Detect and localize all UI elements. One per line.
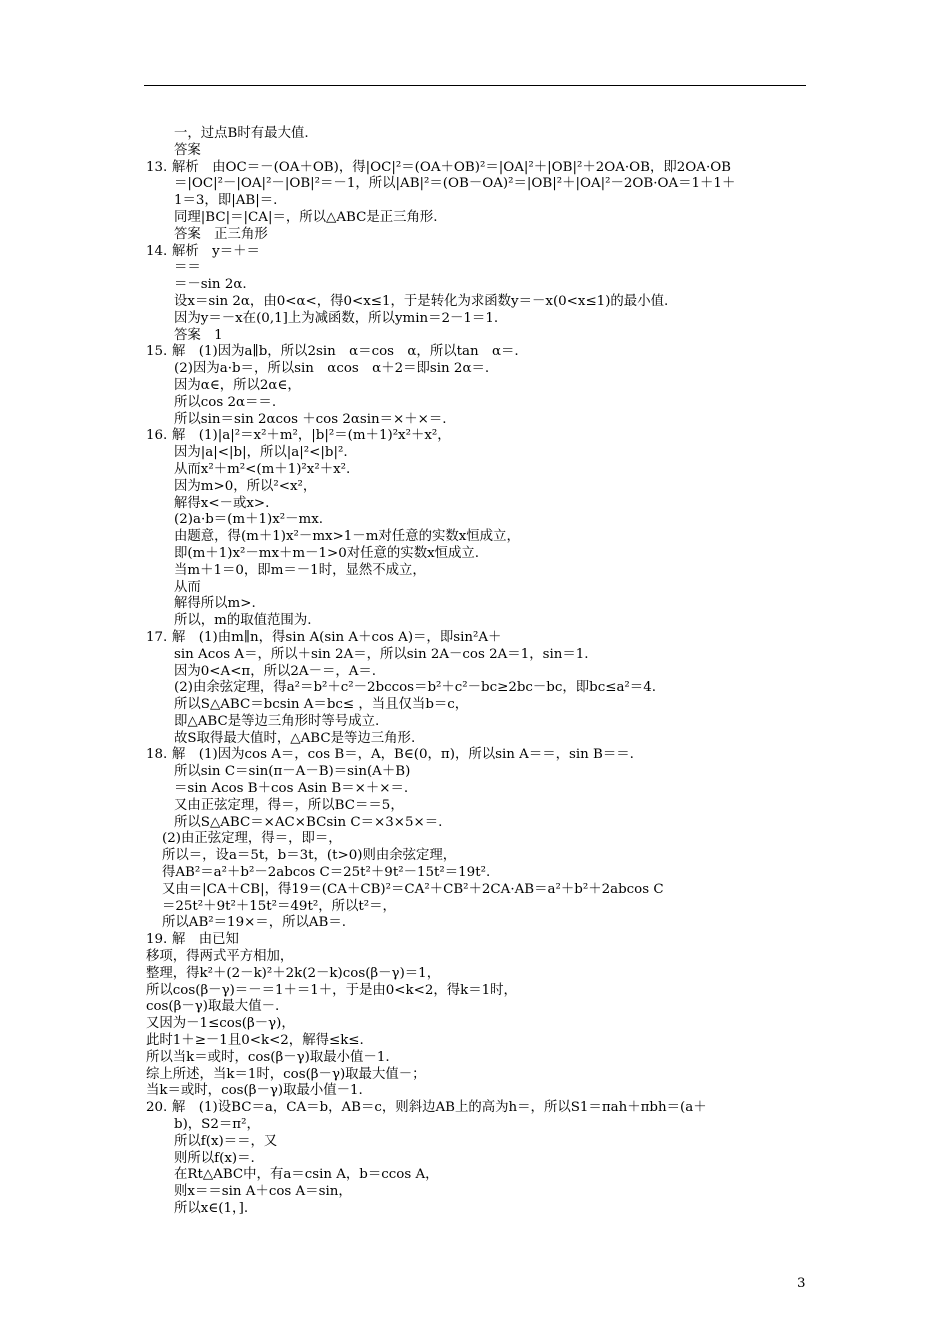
problem-number: 20.	[146, 1100, 168, 1116]
text-line	[146, 764, 826, 781]
line-text: ＝－sin 2α.	[174, 277, 247, 293]
line-text: 1＝3，即|AB|＝.	[174, 193, 278, 209]
text-line	[146, 1167, 826, 1184]
text-line	[146, 260, 826, 277]
line-text: 解 (1)设BC＝a，CA＝b，AB＝c，则斜边AB上的高为h＝，所以S1＝πah＋πbh＝(a＋	[172, 1100, 707, 1116]
text-line	[146, 1050, 826, 1067]
text-line	[146, 949, 826, 966]
line-text: (2)因为a·b＝，所以sin αcos α＋2＝即sin 2α＝.	[174, 361, 490, 377]
line-text: cos(β－γ)取最大值－.	[146, 999, 280, 1015]
text-line	[146, 882, 826, 899]
text-line	[146, 412, 826, 429]
line-text: 因为0<A<π，所以2A－＝，A＝.	[174, 663, 377, 679]
text-line	[146, 1016, 826, 1033]
line-text: 又因为－1≤cos(β－γ)，	[146, 1016, 295, 1032]
line-text: ＝sin Acos B＋cos Asin B＝×＋×＝.	[174, 781, 409, 797]
line-text: 即(m＋1)x²－mx＋m－1>0对任意的实数x恒成立.	[174, 545, 480, 561]
line-text: (2)由正弦定理，得＝，即＝，	[162, 831, 342, 847]
text-line	[146, 613, 826, 630]
line-text: 解 (1)由m∥n，得sin A(sin A＋cos A)＝，即sin²A＋	[172, 629, 502, 645]
line-text: 又由正弦定理，得＝，所以BC＝＝5，	[174, 797, 404, 813]
text-line	[146, 865, 826, 882]
text-line	[146, 697, 826, 714]
text-line	[146, 848, 826, 865]
line-text: 解得所以m>.	[174, 596, 256, 612]
text-line	[146, 328, 826, 345]
line-text: 解 (1)因为a∥b，所以2sin α＝cos α，所以tan α＝.	[172, 344, 519, 360]
text-line	[146, 294, 826, 311]
line-text: 因为|a|<|b|，所以|a|²<|b|².	[174, 445, 348, 461]
line-text: 解得x<－或x>.	[174, 495, 270, 511]
problem-number: 16.	[146, 428, 168, 444]
text-line	[146, 227, 826, 244]
text-line	[146, 126, 826, 143]
text-line	[146, 1083, 826, 1100]
line-text: ＝＝	[174, 260, 201, 276]
text-line	[146, 983, 826, 1000]
problem-number: 13.	[146, 159, 168, 175]
line-text: b)，S2＝π²，	[174, 1117, 260, 1133]
text-line	[146, 747, 826, 764]
text-line	[146, 395, 826, 412]
text-line	[146, 815, 826, 832]
text-line	[146, 580, 826, 597]
page-number: 3	[797, 1276, 806, 1291]
line-text: 从而x²＋m²<(m＋1)²x²＋x².	[174, 461, 351, 477]
text-line	[146, 563, 826, 580]
line-text: 所以AB²＝19×＝，所以AB＝.	[162, 915, 347, 931]
text-line	[146, 1201, 826, 1218]
text-line	[146, 361, 826, 378]
text-line	[146, 1134, 826, 1151]
line-text: 所以sin＝sin 2αcos ＋cos 2αsin＝×＋×＝.	[174, 411, 447, 427]
text-line	[146, 714, 826, 731]
text-line	[146, 647, 826, 664]
text-line	[146, 932, 826, 949]
line-text: 答案 1	[174, 327, 223, 343]
line-text: 得AB²＝a²＋b²－2abcos C＝25t²＋9t²－15t²＝19t².	[162, 865, 491, 881]
line-text: 解析 y＝＋＝	[172, 243, 260, 259]
text-line	[146, 966, 826, 983]
text-line	[146, 1033, 826, 1050]
text-line	[146, 999, 826, 1016]
text-line	[146, 1067, 826, 1084]
line-text: 所以＝，设a＝5t，b＝3t，(t>0)则由余弦定理，	[162, 848, 457, 864]
line-text: 即△ABC是等边三角形时等号成立.	[174, 713, 380, 729]
line-text: 所以S△ABC＝×AC×BCsin C＝×3×5×＝.	[174, 814, 443, 830]
line-text: 因为m>0，所以²<x²，	[174, 478, 317, 494]
text-line	[146, 529, 826, 546]
text-line	[146, 428, 826, 445]
line-text: 整理，得k²＋(2－k)²＋2k(2－k)cos(β－γ)＝1，	[146, 965, 441, 981]
text-line	[146, 160, 826, 177]
text-line	[146, 1184, 826, 1201]
line-text: 综上所述，当k＝1时，cos(β－γ)取最大值－；	[146, 1066, 426, 1082]
line-text: 所以cos(β－γ)＝－＝1＋＝1＋，于是由0<k<2，得k＝1时，	[146, 982, 517, 998]
header-rule	[144, 85, 806, 86]
problem-number: 14.	[146, 243, 168, 259]
line-text: 所以当k＝或时，cos(β－γ)取最小值－1.	[146, 1049, 390, 1065]
line-text: 设x＝sin 2α，由0<α<，得0<x≤1，于是转化为求函数y＝－x(0<x≤1)的最小值.	[174, 293, 669, 309]
line-text: 当k＝或时，cos(β－γ)取最小值－1.	[146, 1083, 363, 1099]
line-text: 移项，得两式平方相加，	[146, 949, 294, 965]
text-line	[146, 176, 826, 193]
line-text: ＝25t²＋9t²＋15t²＝49t²，所以t²＝，	[162, 898, 396, 914]
text-line	[146, 664, 826, 681]
text-line	[146, 479, 826, 496]
text-line	[146, 1151, 826, 1168]
line-text: (2)a·b＝(m＋1)x²－mx.	[174, 512, 324, 528]
problem-number: 15.	[146, 344, 168, 360]
line-text: 所以S△ABC＝bcsin A＝bc≤ ，当且仅当b＝c，	[174, 697, 469, 713]
text-line	[146, 496, 826, 513]
problem-number: 19.	[146, 932, 168, 948]
line-text: 所以f(x)＝＝，又	[174, 1133, 278, 1149]
text-line	[146, 831, 826, 848]
text-line	[146, 311, 826, 328]
text-line	[146, 731, 826, 748]
line-text: 又由＝|CA＋CB|，得19＝(CA＋CB)²＝CA²＋CB²＋2CA·AB＝a²＋b²＋2abcos C	[162, 881, 664, 897]
line-text: 所以x∈(1，].	[174, 1201, 249, 1216]
line-text: 因为y＝－x在(0,1]上为减函数，所以ymin＝2－1＝1.	[174, 310, 499, 326]
line-text: 由题意，得(m＋1)x²－mx>1－m对任意的实数x恒成立，	[174, 529, 520, 545]
text-line	[146, 630, 826, 647]
line-text: 解 (1)因为cos A＝，cos B＝，A，B∈(0，π)，所以sin A＝＝，sin B＝＝.	[172, 747, 634, 763]
line-text: ＝|OC|²－|OA|²－|OB|²＝－1，所以|AB|²＝(OB－OA)²＝|OB|²＋|OA|²－2OB·OA＝1＋1＋	[174, 176, 736, 192]
text-line	[146, 344, 826, 361]
line-text: 答案	[174, 142, 201, 158]
text-line	[146, 193, 826, 210]
line-text: 解析 由OC＝－(OA＋OB)，得|OC|²＝(OA＋OB)²＝|OA|²＋|OB|²＋2OA·OB，即2OA·OB	[172, 159, 732, 175]
line-text: 当m＋1＝0，即m＝－1时，显然不成立，	[174, 562, 426, 578]
line-text: 故S取得最大值时，△ABC是等边三角形.	[174, 730, 416, 746]
text-line	[146, 680, 826, 697]
text-line	[146, 798, 826, 815]
text-line	[146, 899, 826, 916]
line-text: sin Acos A＝，所以＋sin 2A＝，所以sin 2A－cos 2A＝1，sin＝1.	[174, 646, 589, 662]
line-text: 因为α∈，所以2α∈，	[174, 377, 301, 393]
solution-text-body	[146, 126, 826, 1218]
line-text: 此时1＋≥－1且0<k<2，解得≤k≤.	[146, 1033, 364, 1049]
problem-number: 17.	[146, 629, 168, 645]
line-text: 所以，m的取值范围为.	[174, 613, 312, 629]
line-text: 答案 正三角形	[174, 226, 268, 242]
text-line	[146, 781, 826, 798]
problem-number: 18.	[146, 747, 168, 763]
line-text: 则所以f(x)＝.	[174, 1150, 255, 1166]
text-line	[146, 244, 826, 261]
line-text: 解 由已知	[172, 932, 239, 948]
text-line	[146, 512, 826, 529]
text-line	[146, 915, 826, 932]
line-text: 则x＝＝sin A＋cos A＝sin，	[174, 1184, 352, 1200]
text-line	[146, 277, 826, 294]
text-line	[146, 546, 826, 563]
line-text: 一，过点B时有最大值.	[174, 126, 309, 141]
line-text: (2)由余弦定理，得a²＝b²＋c²－2bccos＝b²＋c²－bc≥2bc－bc，即bc≤a²＝4.	[174, 680, 656, 696]
line-text: 所以sin C＝sin(π－A－B)＝sin(A＋B)	[174, 764, 411, 780]
text-line	[146, 596, 826, 613]
text-line	[146, 445, 826, 462]
line-text: 解 (1)|a|²＝x²＋m²，|b|²＝(m＋1)²x²＋x²，	[172, 428, 451, 444]
line-text: 同理|BC|＝|CA|＝，所以△ABC是正三角形.	[174, 209, 438, 225]
text-line	[146, 378, 826, 395]
text-line	[146, 1117, 826, 1134]
text-line	[146, 143, 826, 160]
line-text: 在Rt△ABC中，有a＝csin A，b＝ccos A，	[174, 1167, 439, 1183]
text-line	[146, 1100, 826, 1117]
line-text: 从而	[174, 579, 201, 595]
text-line	[146, 210, 826, 227]
text-line	[146, 462, 826, 479]
line-text: 所以cos 2α＝＝.	[174, 394, 277, 410]
